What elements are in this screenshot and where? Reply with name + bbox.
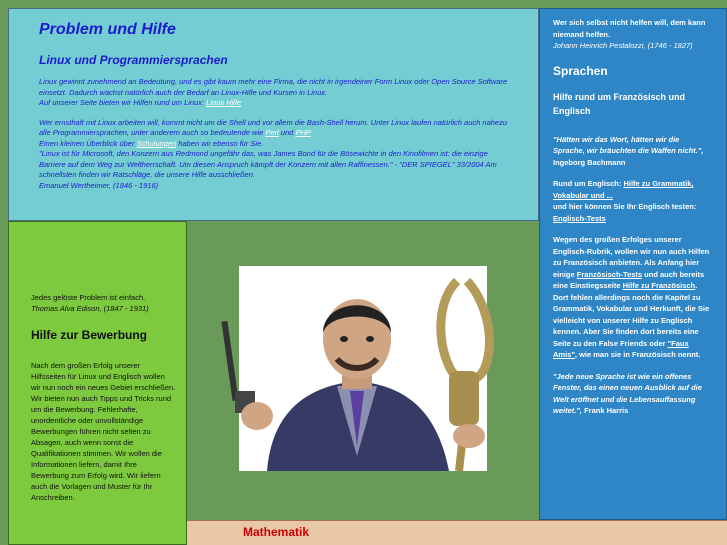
- top-panel: [8, 8, 539, 221]
- bottom-bar: [187, 520, 727, 545]
- englisch-tests-link[interactable]: Englisch-Tests: [553, 213, 606, 223]
- linux-paragraph: Wer ernsthaft mit Linux arbeiten will, kommt nicht um die Shell und vor allem die Bash-Shell herum. Unter Linux laufen natürlich auch nahezu alle Programmiersprachen, unter anderem auch so bedeutende wie Perl und PHP Einen kleinen Überblick über Schulungen haben wir ebenso für Sie. "Linux ist für Microsoft, den Konzern aus Redmond ungefähr das, was James Bond für die Bösewichte in den Kinofilmen ist: die einzige Barriere auf dem Weg zur Weltherrschaft. Um diesen Anspruch kämpft der Konzern mit allen Raffinessen." - "DER SPIEGEL" 33/2004 Am schnellsten finden wir Ratschläge, die unsere Hilfe ausschließen. Emanuel Wertheimer, (1846 - 1916): [39, 117, 508, 190]
- english-help-paragraph: Rund um Englisch: Hilfe zu Grammatik, Vokabular und ... und hier können Sie Ihr Englisch testen: Englisch-Tests: [553, 179, 697, 223]
- harris-quote: "Jede neue Sprache ist wie ein offenes Fenster, das einen neuen Ausblick auf die Welt eröffnet und die Lebensauffassung weitet.", Frank Harris: [553, 371, 702, 415]
- sprachen-heading: Sprachen: [553, 63, 608, 78]
- edison-quote: Jedes gelöste Problem ist einfach. Thomas Alva Edison, (1847 - 1931): [31, 293, 149, 313]
- sprachen-subheading: Hilfe rund um Französisch und Englisch: [553, 91, 686, 116]
- linux-hilfe-link[interactable]: Linux Hilfe: [206, 98, 242, 107]
- faux-amis-link[interactable]: "Faux Amis": [553, 338, 689, 359]
- french-help-paragraph: Wegen des großen Erfolges unserer Englisch-Rubrik, wollen wir nun auch Hilfen zu Französisch anbieten. Als Anfang hier einige Französisch-Tests und auch bereits eine Einstiegsseite Hilfe zu Französisch. Dort fehlen allerdings noch die Kapitel zu Grammatik, Vokabular und Herkunft, die Sie vielleicht von unserer Hilfe zu Englisch kennen. Aber Sie finden dort bereits eine Seite zu den False Friends oder "Faux Amis", wie man sie in Französisch nennt.: [553, 235, 710, 359]
- grammatik-link[interactable]: Hilfe zu Grammatik, Vokabular und ...: [553, 179, 694, 200]
- page-title: Problem und Hilfe: [39, 21, 176, 38]
- bewerbung-heading: Hilfe zur Bewerbung: [31, 328, 148, 342]
- franzoesisch-tests-link[interactable]: Französisch-Tests: [576, 269, 643, 279]
- php-link[interactable]: PHP: [295, 128, 311, 137]
- mathematik-heading: Mathematik: [243, 525, 310, 539]
- schulungen-link[interactable]: Schulungen: [136, 138, 177, 148]
- left-sidebar: [8, 221, 187, 545]
- man-with-revolver-and-noose-illustration: [187, 221, 539, 520]
- right-sidebar: [539, 8, 727, 520]
- bachmann-quote: "Hätten wir das Wort, hätten wir die Sprache, wir bräuchten die Waffen nicht.", Ingeborg Bachmann: [553, 134, 704, 167]
- hero-image: [187, 221, 539, 520]
- pestalozzi-quote: Wer sich selbst nicht helfen will, dem kann niemand helfen. Johann Heinrich Pestalozzi, (1746 - 1827): [553, 18, 706, 50]
- linux-intro: Linux gewinnt zunehmend an Bedeutung, und es gibt kaum mehr eine Firma, die nicht in irgendeiner Form Linux oder Open Source Software einsetzt. Dadurch wächst natürlich auch der Bedarf an Linux-Hilfe und Kursen in Linux. Auf unserer Seite bieten wir Hilfen rund um Linux: Linux Hilfe: [39, 77, 508, 107]
- hilfe-franzoesisch-link[interactable]: Hilfe zu Französisch: [622, 281, 696, 290]
- linux-subtitle: Linux und Programmiersprachen: [39, 53, 228, 67]
- bewerbung-text: Nach dem großen Erfolg unserer Hilfsseiten für Linux und Englisch wollen wir nun noch ein neues Gebiet erschließen. Wir bieten nun auch Tipps und Tricks rund um die Bewerbung. Fehlerhafte, unordentliche oder unvollständige Bewerbungen führen nicht selten zu Absagen, auch wenn sonst die Qualifikationen stimmen. Wir wollen die Informationen liefern, damit Ihre Bewerbung zum Erfolg wird. Wir liefern auch die Vorlagen und Muster für Ihr Anschreiben.: [31, 361, 176, 502]
- perl-link[interactable]: Perl: [265, 128, 279, 137]
